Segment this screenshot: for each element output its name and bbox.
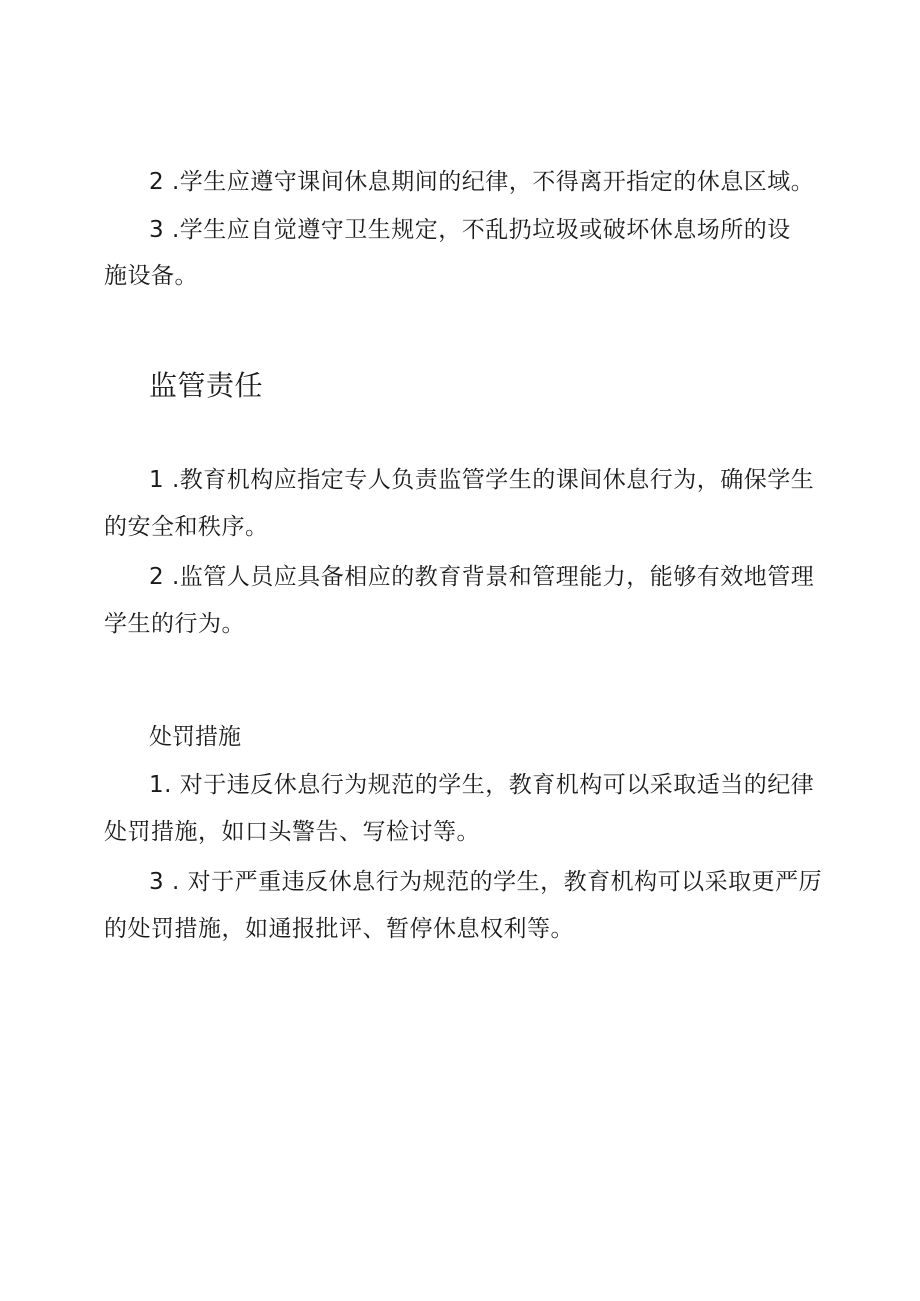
penalties-item-1-line-1: 1. 对于违反休息行为规范的学生，教育机构可以采取适当的纪律 xyxy=(149,772,815,798)
supervision-item-2-line-2: 学生的行为。 xyxy=(104,611,245,637)
rule-item-3-line-2: 施设备。 xyxy=(104,263,198,289)
supervision-item-1-line-2: 的安全和秩序。 xyxy=(104,514,269,540)
supervision-item-1-line-1: 1 .教育机构应指定专人负责监管学生的课间休息行为，确保学生 xyxy=(149,467,815,493)
supervision-heading: 监管责任 xyxy=(149,369,264,402)
rule-item-3-line-1: 3 .学生应自觉遵守卫生规定，不乱扔垃圾或破坏休息场所的设 xyxy=(149,217,791,243)
penalties-heading: 处罚措施 xyxy=(149,724,241,750)
penalties-item-3-line-2: 的处罚措施，如通报批评、暂停休息权利等。 xyxy=(104,916,574,942)
supervision-item-2-line-1: 2 .监管人员应具备相应的教育背景和管理能力，能够有效地管理 xyxy=(149,564,815,590)
rule-item-2-line-1: 2 .学生应遵守课间休息期间的纪律，不得离开指定的休息区域。 xyxy=(149,169,815,195)
penalties-item-1-line-2: 处罚措施，如口头警告、写检讨等。 xyxy=(104,819,480,845)
penalties-item-3-line-1: 3 . 对于严重违反休息行为规范的学生，教育机构可以采取更严厉 xyxy=(149,869,823,895)
